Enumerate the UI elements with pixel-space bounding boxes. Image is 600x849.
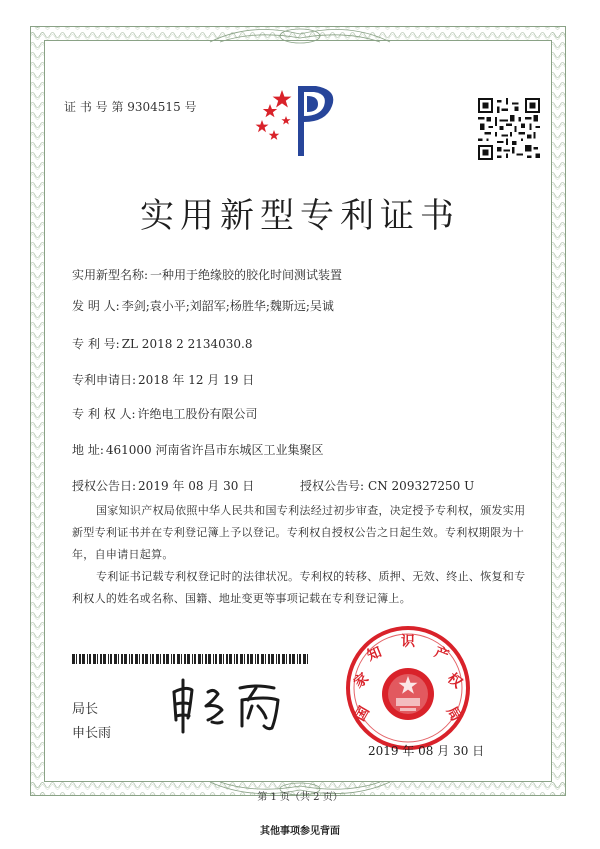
field-patentee	[72, 405, 258, 422]
seal-char: 国	[352, 703, 373, 725]
qr-code	[478, 98, 540, 160]
field-address	[72, 441, 323, 458]
paragraph-legal-status: 专利证书记载专利权登记时的法律状况。专利权的转移、质押、无效、终止、恢复和专利权人的姓名或名称、国籍、地址变更等事项记载在专利登记簿上。	[72, 570, 526, 605]
field-patent-number	[72, 335, 253, 352]
seal-char: 识	[401, 634, 415, 650]
patent-office-logo	[252, 82, 348, 164]
field-label: 专 利 号:	[72, 337, 120, 351]
footer-note: 其他事项参见背面	[260, 826, 340, 837]
field-value: CN 209327250 U	[368, 479, 475, 493]
field-value: 461000 河南省许昌市东城区工业集聚区	[105, 443, 324, 457]
page-number: 第 1 页（共 2 页）	[257, 792, 343, 803]
paragraph-grant: 国家知识产权局依照中华人民共和国专利法经过初步审查，决定授予专利权，颁发实用新型专利证书并在专利登记簿上予以登记。专利权自授权公告之日起生效。专利权期限为十年，自申请日起算。	[72, 504, 526, 561]
field-value: 许绝电工股份有限公司	[137, 407, 258, 421]
seal-char: 知	[365, 644, 384, 665]
certificate-number: 证 书 号 第 9304515 号	[64, 100, 197, 114]
field-label: 专 利 权 人:	[72, 407, 136, 421]
field-value: 2018 年 12 月 19 日	[138, 373, 255, 387]
director-signature	[168, 678, 298, 734]
field-application-date	[72, 371, 254, 388]
official-seal	[344, 624, 472, 752]
field-announcement-number	[300, 477, 474, 494]
seal-date: 2019 年 08 月 30 日	[368, 744, 485, 758]
certificate-title: 实用新型专利证书	[140, 196, 460, 236]
field-label: 发 明 人:	[72, 299, 120, 313]
seal-char: 局	[443, 703, 464, 725]
seal-char: 家	[350, 670, 372, 692]
field-label: 授权公告日:	[72, 479, 137, 493]
field-grant-date	[72, 477, 254, 494]
field-value: 2019 年 08 月 30 日	[138, 479, 255, 493]
field-label: 地 址:	[72, 443, 104, 457]
field-value: ZL 2018 2 2134030.8	[121, 337, 253, 351]
barcode	[72, 654, 310, 664]
director-name: 申长雨	[72, 726, 112, 741]
seal-char: 产	[432, 644, 451, 665]
field-inventors	[72, 297, 334, 314]
field-label: 授权公告号:	[300, 479, 365, 493]
national-emblem	[382, 668, 434, 720]
field-label: 专利申请日:	[72, 373, 137, 387]
field-value: 一种用于绝缘胶的胶化时间测试装置	[150, 268, 343, 282]
field-label: 实用新型名称:	[72, 268, 149, 282]
seal-char: 权	[444, 670, 466, 692]
field-utility-model-name	[72, 266, 342, 283]
field-value: 李剑;袁小平;刘韶军;杨胜华;魏斯远;吴诚	[121, 299, 334, 313]
director-title: 局长	[72, 702, 99, 717]
